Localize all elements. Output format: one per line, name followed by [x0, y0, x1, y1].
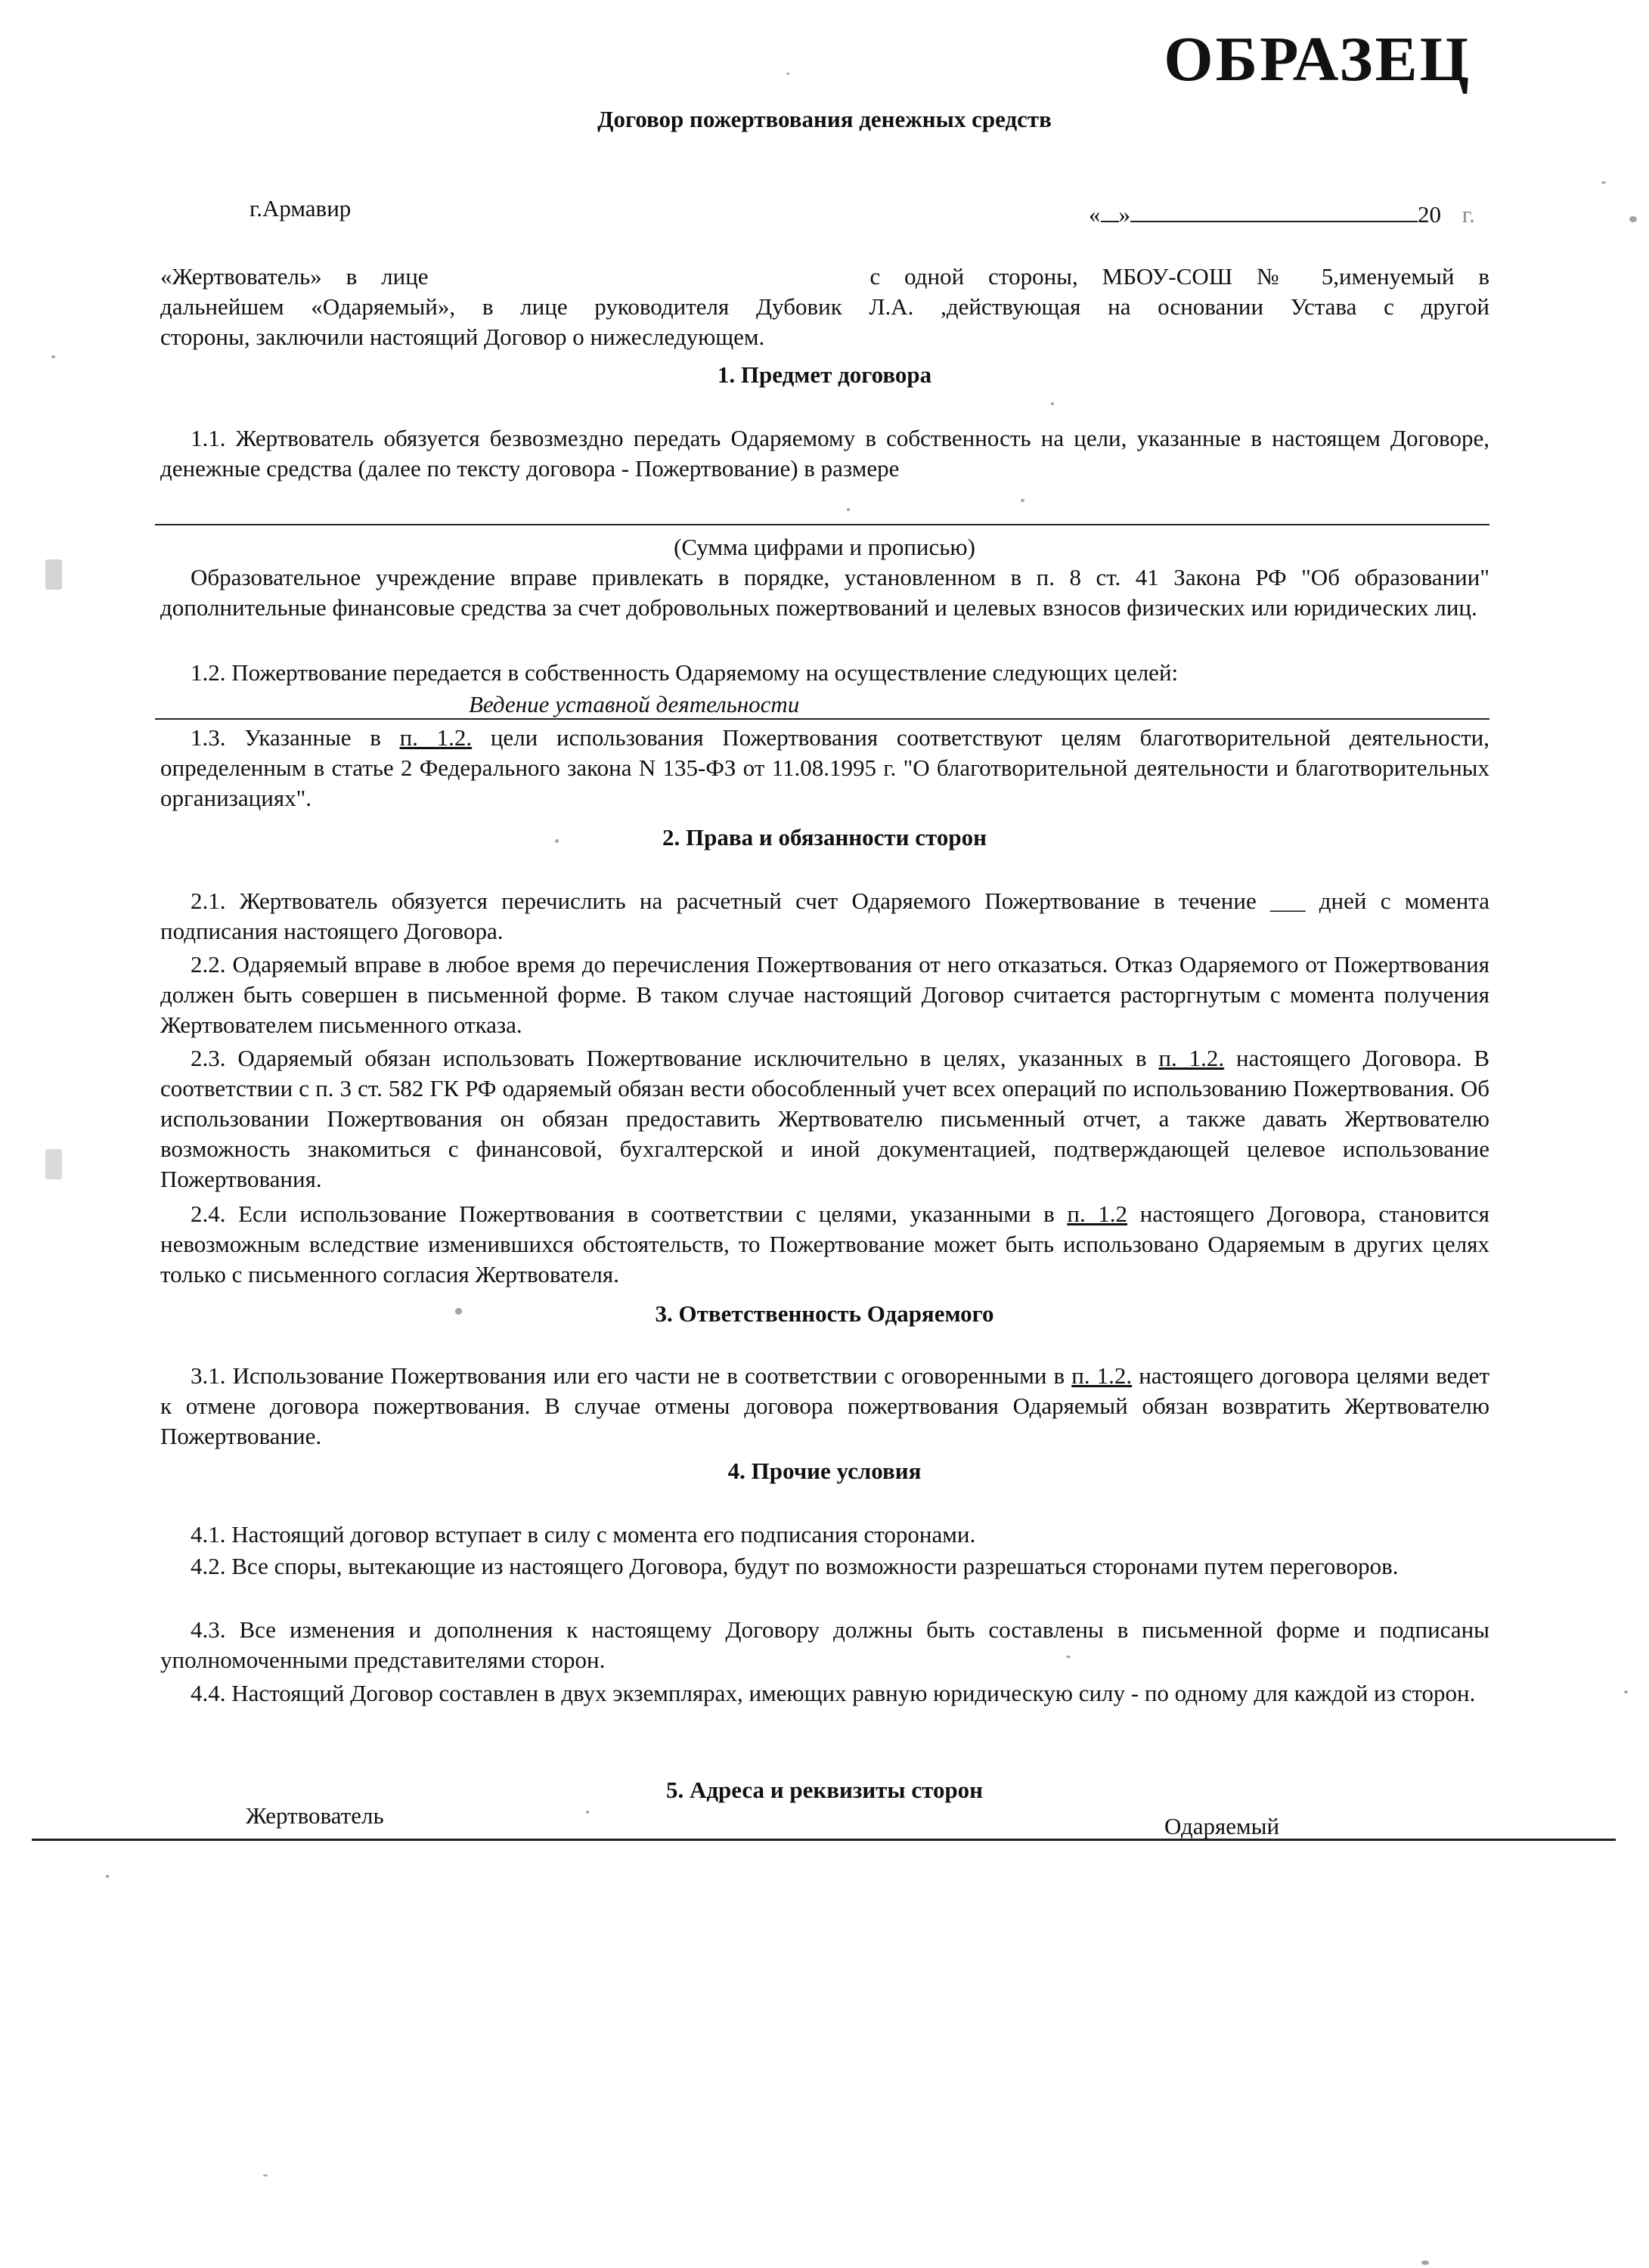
scan-speck [1021, 499, 1024, 502]
sample-stamp: ОБРАЗЕЦ [1164, 24, 1471, 94]
clause-2-1-blank: ___ [1270, 888, 1306, 914]
edu-note [160, 562, 1489, 623]
clause-1-2-text: 1.2. Пожертвование передается в собственность Одаряемому на осуществление следующих целей: [191, 659, 1179, 686]
clause-2-4-b: настоящего Договора, становится невозможным вследствие изменившихся обстоятельств, то Пожертвование может быть использовано Одаряемым в других целях только с письменного согласия Жертвователя. [160, 1201, 1490, 1287]
clause-1-3-ref: п. 1.2. [399, 724, 473, 751]
clause-3-1-a: 3.1. Использование Пожертвования или его части не в соответствии с оговоренными в [191, 1362, 1065, 1389]
date-year-prefix: 20 [1418, 201, 1441, 228]
clause-2-4-ref: п. 1.2 [1067, 1201, 1128, 1227]
scan-speck [586, 1811, 589, 1814]
clause-1-3-a: 1.3. Указанные в [191, 724, 381, 751]
clause-2-1 [160, 886, 1489, 947]
clause-2-2-text: 2.2. Одаряемый вправе в любое время до перечисления Пожертвования от него отказаться. Отказ Одаряемого от Пожертвования должен быть совершен в письменной форме. В таком случае настоящий Договор считается расторгнутым с момента получения Жертвователем письменного отказа. [160, 951, 1489, 1038]
section-1-heading: 1. Предмет договора [717, 361, 932, 388]
clause-1-3-b: цели использования Пожертвования соответствуют целям благотворительной деятельности, определенным в статье 2 Федерального закона N 135-ФЗ от 11.08.1995 г. "О благотворительной деятельности и благотворительных организациях". [160, 724, 1490, 811]
section-3-heading: 3. Ответственность Одаряемого [655, 1300, 994, 1327]
amount-blank-line [155, 524, 1489, 525]
section-4-heading: 4. Прочие условия [727, 1458, 922, 1484]
clause-3-1-ref: п. 1.2. [1071, 1362, 1133, 1389]
section-2-heading: 2. Права и обязанности сторон [662, 824, 987, 850]
clause-3-1 [160, 1361, 1489, 1452]
scan-smudge [45, 559, 62, 590]
date-day-blank [1101, 221, 1119, 222]
preamble-line-2: дальнейшем «Одаряемый», в лице руководителя Дубовик Л.А. ,действующая на основании Устава с другой [160, 293, 1489, 320]
clause-4-3-text: 4.3. Все изменения и дополнения к настоящему Договору должны быть составлены в письменной форме и подписаны уполномоченными представителями сторон. [160, 1616, 1489, 1673]
clause-4-4-text: 4.4. Настоящий Договор составлен в двух экземплярах, имеющих равную юридическую силу - по одному для каждой из сторон. [191, 1680, 1476, 1706]
clause-2-3 [160, 1043, 1489, 1194]
clause-1-1-text: 1.1. Жертвователь обязуется безвозмездно передать Одаряемому в собственность на цели, указанные в настоящем Договоре, денежные средства (далее по тексту договора - Пожертвование) в размере [160, 425, 1489, 482]
clause-4-3 [160, 1615, 1489, 1675]
clause-2-4-a: 2.4. Если использование Пожертвования в соответствии с целями, указанными в [191, 1201, 1055, 1227]
clause-4-1-text: 4.1. Настоящий договор вступает в силу с момента его подписания сторонами. [191, 1521, 976, 1548]
scan-speck [1421, 2260, 1429, 2265]
scan-speck [106, 1875, 109, 1878]
city: г.Армавир [250, 195, 352, 222]
clause-3-1-b: настоящего договора целями ведет к отмене договора пожертвования. В случае отмены договора пожертвования Одаряемый обязан возвратить Жертвователю Пожертвование. [160, 1362, 1489, 1449]
clause-2-1-b: дней с момента подписания настоящего Договора. [160, 888, 1489, 944]
scan-speck [455, 1308, 462, 1315]
clause-2-3-b: настоящего Договора. В соответствии с п. 3 ст. 582 ГК РФ одаряемый обязан вести обособленный учет всех операций по использованию Пожертвования. Об использовании Пожертвования он обязан предоставить Жертвователю письменный отчет, а также давать Жертвователю возможность знакомиться с финансовой, бухгалтерской и иной документацией, подтверждающей целевое использование Пожертвования. [160, 1045, 1490, 1192]
amount-caption: (Сумма цифрами и прописью) [674, 534, 975, 560]
clause-2-1-a: 2.1. Жертвователь обязуется перечислить на расчетный счет Одаряемого Пожертвование в течение [191, 888, 1257, 914]
edu-note-text: Образовательное учреждение вправе привлекать в порядке, установленном в п. 8 ст. 41 Закона РФ "Об образовании" дополнительные финансовые средства за счет добровольных пожертвований и целевых взносов физических или юридических лиц. [160, 564, 1489, 621]
scan-speck [1601, 181, 1606, 184]
scan-speck [1066, 1656, 1071, 1658]
scan-speck [847, 508, 850, 511]
preamble-line-1a: «Жертвователь» в лице [160, 263, 429, 290]
preamble [160, 262, 1489, 352]
clause-1-2 [160, 658, 1489, 688]
date-month-blank [1130, 221, 1418, 222]
clause-1-3 [160, 723, 1489, 813]
clause-4-1 [160, 1520, 1489, 1550]
scan-speck [1624, 1690, 1628, 1693]
clause-4-2 [160, 1551, 1489, 1582]
clause-2-2 [160, 950, 1489, 1040]
date-open-quote: « [1089, 201, 1101, 228]
scan-speck [263, 2174, 268, 2177]
scan-speck [555, 839, 559, 843]
preamble-line-3: стороны, заключили настоящий Договор о нижеследующем. [160, 324, 765, 350]
clause-4-4 [160, 1678, 1489, 1709]
preamble-line-1b: с одной стороны, МБОУ-СОШ № 5,именуемый в [869, 263, 1490, 290]
signature-divider-line [32, 1839, 1616, 1841]
party-recipient-label: Одаряемый [1164, 1813, 1280, 1839]
purpose-value: Ведение уставной деятельности [469, 691, 800, 717]
clause-2-4 [160, 1199, 1489, 1290]
party-donor-label: Жертвователь [246, 1802, 384, 1829]
section-5-heading: 5. Адреса и реквизиты сторон [665, 1777, 984, 1803]
scan-speck [51, 355, 55, 358]
scan-speck [1629, 216, 1637, 222]
clause-4-2-text: 4.2. Все споры, вытекающие из настоящего Договора, будут по возможности разрешаться сторонами путем переговоров. [191, 1553, 1399, 1579]
clause-2-3-a: 2.3. Одаряемый обязан использовать Пожертвование исключительно в целях, указанных в [191, 1045, 1147, 1071]
scan-speck [1051, 402, 1054, 405]
date-line [1089, 201, 1475, 228]
document-title: Договор пожертвования денежных средств [597, 106, 1052, 132]
date-close-quote: » [1118, 201, 1130, 228]
clause-1-1 [160, 423, 1489, 484]
scan-smudge [45, 1149, 62, 1179]
scan-speck [786, 73, 789, 75]
date-year-suffix: г. [1461, 201, 1475, 228]
clause-2-3-ref: п. 1.2. [1158, 1045, 1225, 1071]
purpose-blank-line [155, 718, 1489, 720]
